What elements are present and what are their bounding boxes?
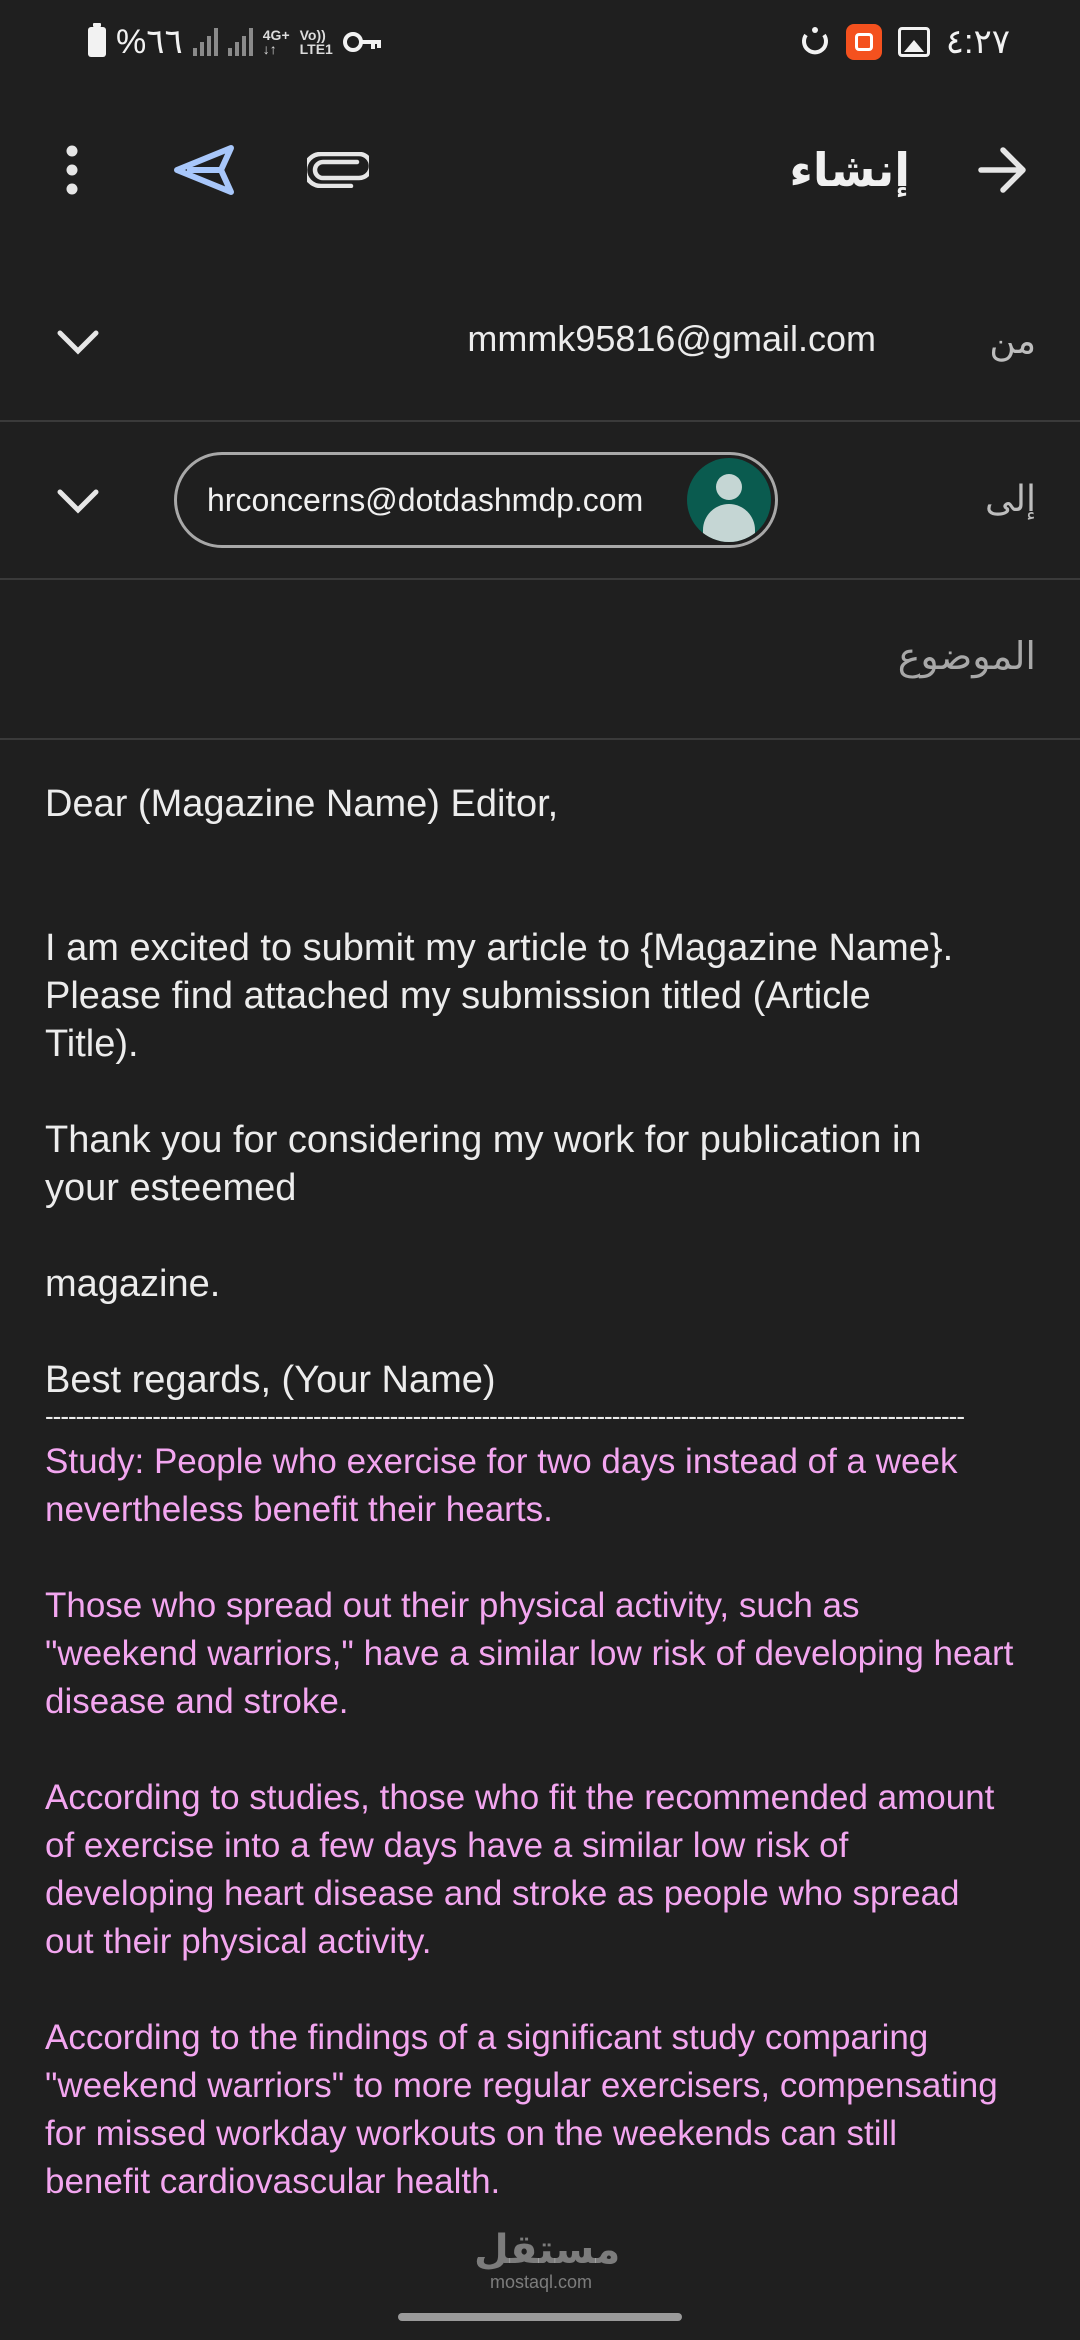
- body-line: Title).: [45, 1023, 139, 1065]
- status-bar: [0, 0, 1080, 84]
- quoted-line: According to studies, those who fit the recommended amount: [45, 1778, 995, 1817]
- separator-line: ------------------------------------------------------------------------------------------------------------------------: [45, 1404, 964, 1428]
- body-line: magazine.: [45, 1263, 221, 1305]
- from-label: من: [989, 320, 1036, 361]
- battery-level: %٦٦: [116, 23, 183, 61]
- volte-top: Vo)): [299, 27, 326, 43]
- quoted-line: of exercise into a few days have a similar low risk of: [45, 1826, 849, 1865]
- recipient-chip[interactable]: [174, 452, 778, 548]
- signal-icon: [193, 28, 218, 56]
- to-expand-chevron-icon[interactable]: [56, 488, 100, 516]
- signal-icon-2: [228, 28, 253, 56]
- quoted-line: "weekend warriors," have a similar low risk of developing heart: [45, 1634, 1014, 1673]
- network-top: 4G+: [262, 27, 290, 43]
- greeting: Dear (Magazine Name) Editor,: [45, 783, 559, 825]
- watermark-logo: [474, 2228, 621, 2292]
- body-line: your esteemed: [45, 1167, 297, 1209]
- quoted-line: disease and stroke.: [45, 1682, 349, 1721]
- from-expand-chevron-icon[interactable]: [56, 329, 100, 357]
- app-badge-icon: [846, 24, 882, 60]
- to-row: [0, 422, 1080, 580]
- more-options-button[interactable]: [36, 110, 108, 230]
- network-bottom: ↓↑: [262, 41, 277, 57]
- to-label: إلى: [985, 478, 1036, 519]
- body-line: Thank you for considering my work for publication in: [45, 1119, 922, 1161]
- app-bar: [0, 110, 1080, 230]
- quoted-line: benefit cardiovascular health.: [45, 2162, 501, 2201]
- subject-input[interactable]: الموضوع: [897, 636, 1036, 678]
- gesture-home-bar[interactable]: [398, 2313, 682, 2321]
- attach-button[interactable]: [300, 110, 376, 230]
- volte-bottom: LTE1: [299, 41, 333, 57]
- image-icon: [898, 27, 930, 57]
- quoted-line: developing heart disease and stroke as people who spread: [45, 1874, 960, 1913]
- quoted-line: for missed workday workouts on the weekends can still: [45, 2114, 898, 2153]
- send-button[interactable]: [162, 110, 246, 230]
- send-icon: [173, 144, 235, 196]
- clock: ٤:٢٧: [945, 23, 1010, 61]
- back-arrow-icon: [977, 146, 1029, 194]
- body-line: I am excited to submit my article to {Magazine Name}.: [45, 927, 954, 969]
- from-address[interactable]: mmmk95816@gmail.com: [467, 318, 876, 359]
- status-right: [800, 18, 1010, 66]
- key-icon: [343, 29, 383, 55]
- quoted-line: out their physical activity.: [45, 1922, 432, 1961]
- quoted-line: "weekend warriors" to more regular exercisers, compensating: [45, 2066, 998, 2105]
- attach-icon: [307, 152, 369, 188]
- quoted-line: Those who spread out their physical activity, such as: [45, 1586, 860, 1625]
- subject-row[interactable]: [0, 580, 1080, 740]
- watermark-arabic: مستقل: [474, 2228, 621, 2272]
- quoted-line: nevertheless benefit their hearts.: [45, 1490, 553, 1529]
- signoff: Best regards, (Your Name): [45, 1359, 496, 1401]
- message-body[interactable]: [45, 780, 1045, 2206]
- avatar: [687, 458, 771, 542]
- quoted-line: According to the findings of a significant study comparing: [45, 2018, 929, 2057]
- recipient-chip-label: hrconcerns@dotdashmdp.com: [207, 482, 644, 518]
- battery-icon: [88, 27, 106, 57]
- network-type: [263, 28, 290, 56]
- back-button[interactable]: [968, 110, 1038, 230]
- volte-indicator: [300, 28, 333, 56]
- nfc-icon: [800, 25, 830, 59]
- quoted-line: Study: People who exercise for two days instead of a week: [45, 1442, 958, 1481]
- body-line: Please find attached my submission titled (Article: [45, 975, 871, 1017]
- status-left: [88, 18, 383, 66]
- more-vert-icon: [65, 144, 79, 196]
- compose-title: إنشاء: [789, 144, 910, 196]
- quoted-text: [45, 1438, 1045, 2206]
- watermark-latin: mostaql.com: [489, 2272, 593, 2292]
- from-row: [0, 262, 1080, 422]
